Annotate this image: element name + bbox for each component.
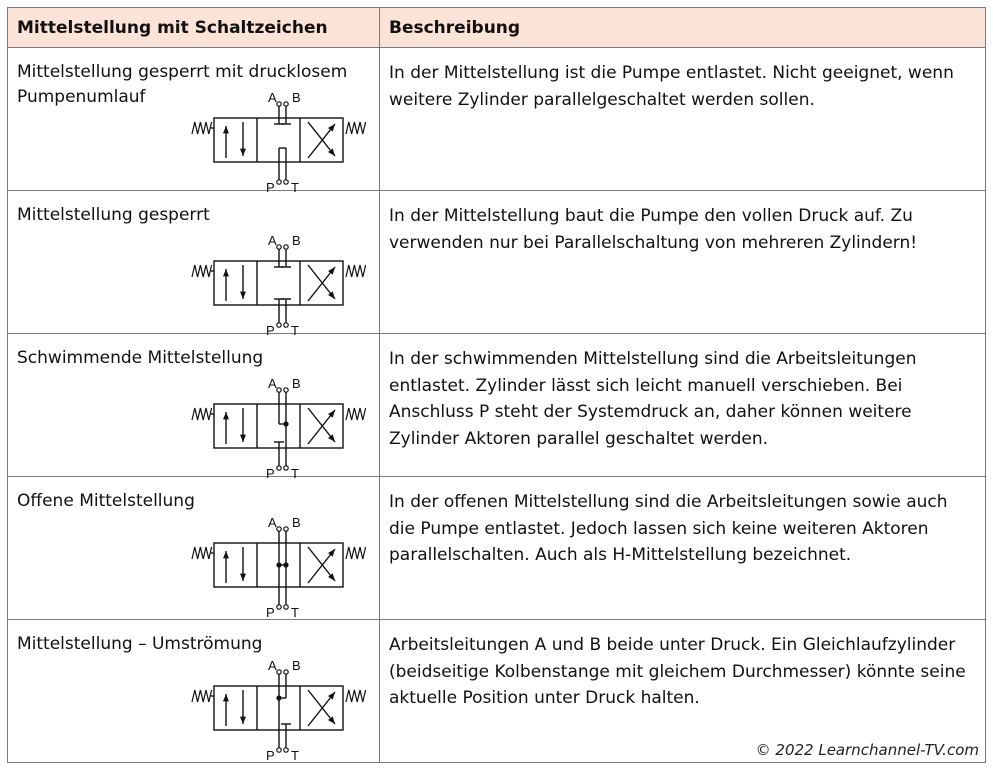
center-position-name: Mittelstellung gesperrt [17, 205, 210, 225]
float-center-valve-icon [178, 376, 378, 488]
port-t-label: T [291, 605, 299, 620]
center-position-description: In der Mittelstellung baut die Pumpe den vollen Druck auf. Zu verwenden nur bei Parallelschaltung von mehreren Zylindern! [389, 206, 918, 253]
port-a-label: A [268, 515, 277, 530]
description-cell [380, 191, 986, 334]
center-position-name: Offene Mittelstellung [17, 491, 195, 511]
header-description-column: Beschreibung [380, 8, 986, 48]
closed-center-valve-icon [178, 233, 378, 345]
port-t-label: T [291, 323, 299, 338]
tandem-center-valve-icon [178, 90, 378, 202]
center-position-name: Mittelstellung gesperrt mit drucklosem Pumpenumlauf [17, 62, 348, 107]
copyright-notice: © 2022 Learnchannel-TV.com [755, 741, 979, 759]
port-t-label: T [291, 180, 299, 195]
port-t-label: T [291, 748, 299, 763]
port-b-label: B [292, 658, 301, 673]
symbol-cell [8, 48, 380, 195]
center-position-description: In der Mittelstellung ist die Pumpe entlastet. Nicht geeignet, wenn weitere Zylinder parallelgeschaltet werden sollen. [389, 63, 954, 110]
center-position-name: Schwimmende Mittelstellung [17, 348, 264, 368]
port-p-label: P [266, 323, 275, 338]
symbol-cell [8, 334, 380, 481]
header-symbol-column: Mittelstellung mit Schaltzeichen [8, 8, 380, 48]
port-p-label: P [266, 466, 275, 481]
table-header-row [8, 8, 986, 48]
valve-center-table [7, 7, 986, 763]
port-b-label: B [292, 376, 301, 391]
description-cell [380, 334, 986, 477]
port-a-label: A [268, 376, 277, 391]
center-position-description: Arbeitsleitungen A und B beide unter Druck. Ein Gleichlaufzylinder (beidseitige Kolbenstange mit gleichem Durchmesser) könnte seine aktuelle Position unter Druck halten. [389, 635, 966, 708]
center-position-name: Mittelstellung – Umströmung [17, 634, 263, 654]
port-t-label: T [291, 466, 299, 481]
port-b-label: B [292, 233, 301, 248]
port-p-label: P [266, 180, 275, 195]
table-row [8, 334, 986, 477]
description-cell [380, 477, 986, 620]
table-row [8, 191, 986, 334]
table-row [8, 48, 986, 191]
port-b-label: B [292, 90, 301, 105]
port-b-label: B [292, 515, 301, 530]
port-a-label: A [268, 233, 277, 248]
center-position-description: In der schwimmenden Mittelstellung sind die Arbeitsleitungen entlastet. Zylinder lässt sich leicht manuell verschieben. Bei Anschluss P steht der Systemdruck an, daher können weitere Zylinder Aktoren parallel geschaltet werden. [389, 349, 917, 449]
table-row [8, 477, 986, 620]
regenerative-center-valve-icon [178, 658, 378, 770]
symbol-cell [8, 191, 380, 338]
port-a-label: A [268, 658, 277, 673]
symbol-cell [8, 620, 380, 763]
port-p-label: P [266, 748, 275, 763]
port-a-label: A [268, 90, 277, 105]
center-position-description: In der offenen Mittelstellung sind die Arbeitsleitungen sowie auch die Pumpe entlastet. Jedoch lassen sich keine weiteren Aktoren parallelschalten. Auch als H-Mittelstellung bezeichnet. [389, 492, 948, 565]
open-center-valve-icon [178, 515, 378, 627]
port-p-label: P [266, 605, 275, 620]
description-cell [380, 48, 986, 191]
symbol-cell [8, 477, 380, 620]
